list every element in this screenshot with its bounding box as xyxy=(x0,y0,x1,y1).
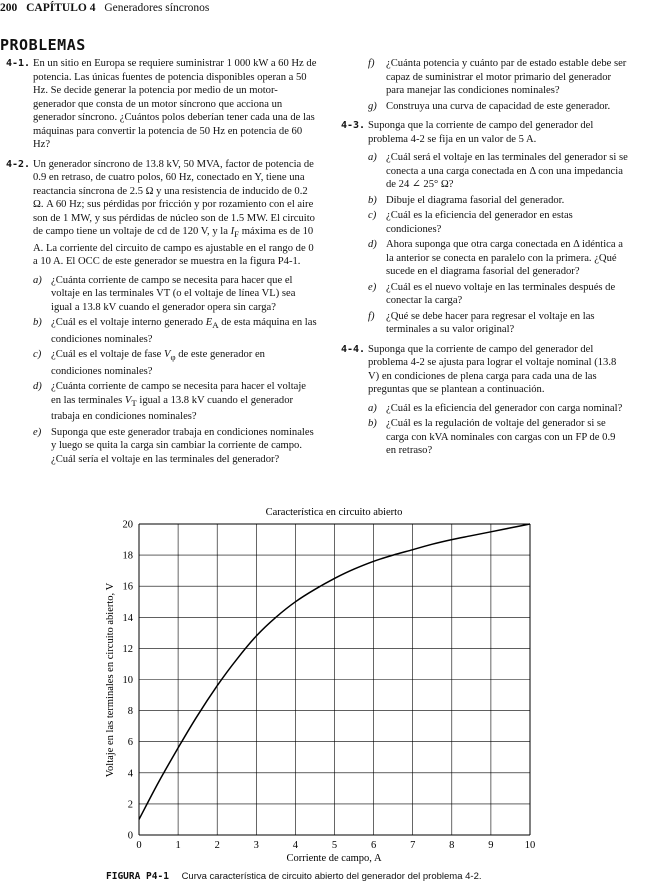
item-text: ¿Qué se debe hacer para regresar el voltaje en las terminales a su valor original? xyxy=(386,310,595,335)
problem-number: 4-3. xyxy=(341,120,366,131)
y-tick-label: 18 xyxy=(122,550,133,562)
item-label: g) xyxy=(368,100,377,112)
list-item xyxy=(33,380,318,424)
item-label: d) xyxy=(33,381,42,393)
list-item xyxy=(33,316,318,346)
y-tick-label: 16 xyxy=(122,581,133,593)
page-number: 200 xyxy=(0,2,18,14)
occ-chart xyxy=(0,500,648,866)
list-item xyxy=(33,274,318,315)
problem-4-2-continued xyxy=(335,57,628,113)
list-item xyxy=(368,281,628,308)
chart-title: Característica en circuito abierto xyxy=(265,507,403,518)
list-item xyxy=(368,151,628,192)
list-item xyxy=(368,417,628,458)
item-text: ¿Cuál es el voltaje interno generado $E_A$ de esta máquina en las condiciones nominales? xyxy=(51,317,317,345)
x-tick-label: 1 xyxy=(175,840,181,851)
item-label: c) xyxy=(368,210,377,221)
item-label: b) xyxy=(368,418,377,429)
item-text: ¿Cuál es la regulación de voltaje del generador si se carga con kVA nominales con cargas con un FP de 0.9 en retraso? xyxy=(386,418,616,456)
item-label: f) xyxy=(368,58,375,69)
item-text: ¿Cuál es el nuevo voltaje en las terminales después de conectar la carga? xyxy=(386,281,616,306)
list-item xyxy=(368,209,628,236)
y-tick-label: 12 xyxy=(122,643,133,655)
list-item xyxy=(368,238,628,279)
problem-4-2 xyxy=(0,158,318,467)
item-list xyxy=(368,151,628,337)
item-label: c) xyxy=(33,349,42,361)
list-item xyxy=(368,100,628,114)
figure-caption xyxy=(106,871,482,882)
y-tick-label: 4 xyxy=(127,768,133,780)
item-text: ¿Cuál es el voltaje de fase $V_\varphi$ de este generador en condiciones nominales? xyxy=(51,349,265,377)
problem-4-4 xyxy=(335,343,628,458)
problem-4-1 xyxy=(0,57,318,152)
item-text: Dibuje el diagrama fasorial del generador. xyxy=(386,194,565,206)
x-tick-label: 5 xyxy=(331,840,338,851)
item-label: e) xyxy=(33,426,42,438)
y-tick-label: 2 xyxy=(127,799,133,811)
list-item xyxy=(368,57,628,98)
problem-number: 4-4. xyxy=(341,343,366,355)
item-text: ¿Cuánta potencia y cuánto par de estado estable debe ser capaz de suministrar el motor primario del generador para manejar las condiciones nominales? xyxy=(386,58,627,96)
x-tick-label: 6 xyxy=(370,840,377,851)
x-tick-label: 4 xyxy=(292,840,299,851)
list-item xyxy=(33,348,318,378)
item-label: b) xyxy=(368,194,377,206)
chapter-title: Generadores síncronos xyxy=(104,2,210,14)
section-title: PROBLEMAS xyxy=(0,36,86,54)
x-axis-label: Corriente de campo, A xyxy=(286,853,382,864)
problem-text: Un generador síncrono de 13.8 kV, 50 MVA, factor de potencia de 0.9 en retraso, de cuatro polos, 60 Hz, conectado en Y, tiene una reactancia síncrona de 2.5 Ω y una resistencia de inducido de 0.2 Ω. A 60 Hz; sus pérdidas por fricción y por rozamiento con el aire son de 1 MW, y sus pérdidas de núcleo son de 1.5 MW. El circuito de campo tiene un voltaje de cd de 120 V, y la $I_F$ máxima es de 10 A. La corriente del circuito de campo es ajustable en el rango de 0 a 10 A. El OCC de este generador se muestra en la figura P4-1. xyxy=(33,158,315,268)
figure-label: FIGURA P4-1 xyxy=(106,871,169,882)
y-tick-label: 10 xyxy=(122,675,133,686)
item-label: d) xyxy=(368,239,377,250)
x-tick-label: 7 xyxy=(410,840,416,851)
item-list xyxy=(368,402,628,458)
problem-number: 4-2. xyxy=(6,158,31,170)
y-axis-label: Voltaje en las terminales en circuito abierto, V xyxy=(105,582,116,778)
item-label: f) xyxy=(368,310,375,322)
item-label: a) xyxy=(368,152,377,163)
x-tick-label: 8 xyxy=(449,840,455,851)
problem-number: 4-1. xyxy=(6,58,31,69)
item-text: Construya una curva de capacidad de este generador. xyxy=(386,100,611,112)
x-tick-label: 10 xyxy=(524,840,536,851)
item-label: a) xyxy=(33,274,42,286)
page-header xyxy=(0,2,209,14)
item-text: Ahora suponga que otra carga conectada en Δ idéntica a la anterior se conecta en paralelo con la primera. ¿Qué sucede en el diagrama fasorial del generador? xyxy=(386,239,623,277)
item-text: ¿Cuál será el voltaje en las terminales del generador si se conecta a una carga conectada en Δ con una impedancia de 24 ∠ 25° Ω? xyxy=(386,152,628,190)
y-tick-label: 6 xyxy=(127,737,133,749)
item-text: ¿Cuál es la eficiencia del generador en estas condiciones? xyxy=(386,210,573,235)
list-item xyxy=(368,402,628,416)
x-tick-label: 0 xyxy=(136,840,142,851)
y-tick-label: 0 xyxy=(127,830,133,842)
item-list xyxy=(33,274,318,467)
y-tick-label: 20 xyxy=(122,519,133,531)
item-text: ¿Cuál es la eficiencia del generador con carga nominal? xyxy=(386,402,623,414)
item-text: ¿Cuánta corriente de campo se necesita para hacer el voltaje en las terminales $V_T$ igual a 13.8 kV cuando el generador trabaja en condiciones nominales? xyxy=(51,381,306,423)
problem-text: Suponga que la corriente de campo del generador del problema 4-2 se ajusta para lograr el voltaje nominal (13.8 V) en condiciones de plena carga para cada una de las preguntas que se plantean a continuación. xyxy=(368,343,617,395)
list-item xyxy=(368,194,628,208)
item-text: Suponga que este generador trabaja en condiciones nominales y luego se quita la carga sin cambiar la corriente de campo. ¿Cuál sería el voltaje en las terminales del generador? xyxy=(51,426,314,465)
left-column xyxy=(0,57,318,472)
right-column xyxy=(335,57,628,464)
chapter-label: CAPÍTULO 4 xyxy=(26,2,96,14)
item-label: b) xyxy=(33,317,42,329)
figure-caption-text: Curva característica de circuito abierto del generador del problema 4-2. xyxy=(181,871,482,882)
x-tick-label: 2 xyxy=(214,840,220,851)
list-item xyxy=(368,310,628,337)
item-text: ¿Cuánta corriente de campo se necesita para hacer que el voltaje en las terminales VT (o el voltaje de línea VL) sea igual a 13.8 kV cuando el generador opera sin carga? xyxy=(51,274,296,313)
x-tick-label: 3 xyxy=(253,840,259,851)
y-tick-label: 8 xyxy=(127,706,133,718)
problem-4-3 xyxy=(335,119,628,337)
list-item xyxy=(33,426,318,467)
item-label: e) xyxy=(368,281,377,293)
y-tick-label: 14 xyxy=(122,612,133,624)
problem-text: En un sitio en Europa se requiere suministrar 1 000 kW a 60 Hz de potencia. Las únicas fuentes de potencia disponibles operan a 50 Hz. Se decide generar la potencia por medio de un motor-generador que consta de un motor síncrono que acciona un generador síncrono. ¿Cuántos polos deberían tener cada una de las máquinas para convertir la potencia de 50 Hz en potencia de 60 Hz? xyxy=(33,58,317,150)
item-label: a) xyxy=(368,402,377,414)
problem-text: Suponga que la corriente de campo del generador del problema 4-2 se fija en un valor de 5 A. xyxy=(368,120,594,145)
x-tick-label: 9 xyxy=(488,840,494,851)
